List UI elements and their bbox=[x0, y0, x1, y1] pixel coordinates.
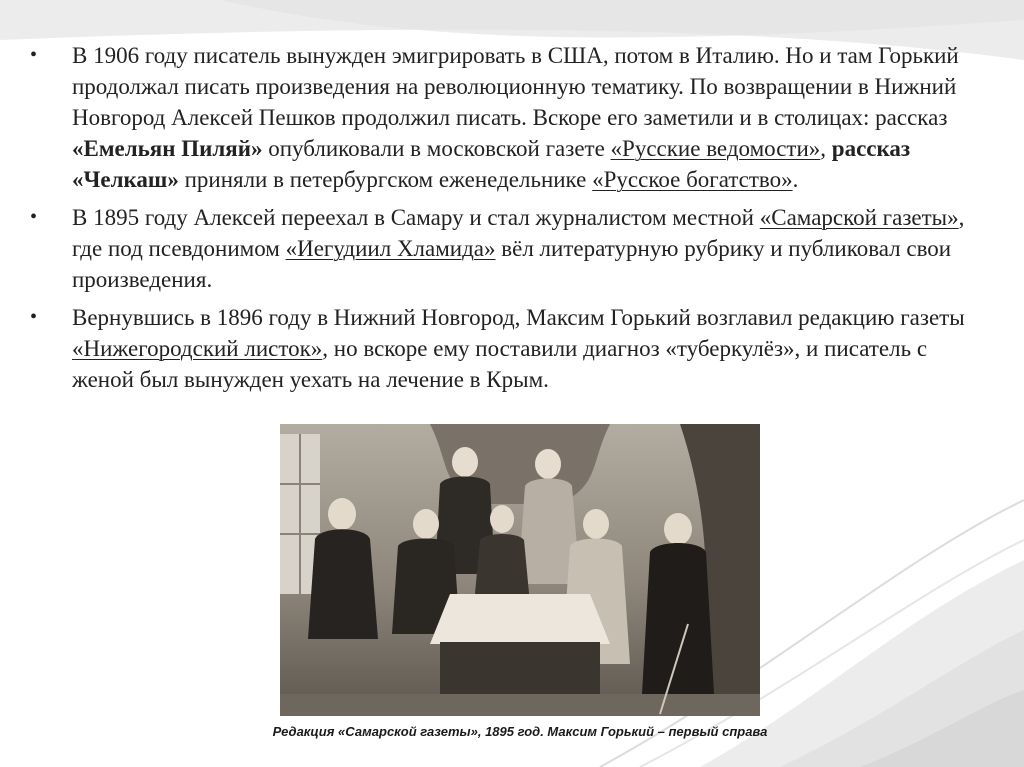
hyperlink[interactable]: «Русское богатство» bbox=[592, 167, 793, 192]
bold-text: «Емельян Пиляй» bbox=[72, 136, 263, 161]
body-text: . bbox=[792, 167, 799, 192]
bullet-marker: • bbox=[30, 306, 38, 328]
bullet-item bbox=[30, 202, 990, 295]
hyperlink[interactable]: «Нижегородский листок» bbox=[72, 336, 323, 361]
bullet-item bbox=[30, 40, 990, 195]
body-text: В 1906 году писатель вынужден эмигрировать в США, потом в Италию. Но и там Горький продолжал писать произведения на революционную тематику. По возвращении в Нижний Новгород Алексей Пешков продолжил писать. Вскоре его заметили и в столицах: рассказ bbox=[72, 43, 959, 130]
hyperlink[interactable]: «Иегудиил Хламида» bbox=[285, 236, 496, 261]
body-text: В 1895 году Алексей переехал в Самару и стал журналистом местной bbox=[72, 205, 760, 230]
bold-text: рассказ «Челкаш» bbox=[72, 136, 911, 192]
body-text: вёл литературную рубрику и публиковал свои произведения. bbox=[72, 236, 952, 292]
bullet-marker: • bbox=[30, 44, 38, 66]
group-photo bbox=[280, 424, 760, 716]
body-text: , где под псевдонимом bbox=[72, 205, 965, 261]
photo-caption: Редакция «Самарской газеты», 1895 год. Максим Горький – первый справа bbox=[272, 724, 768, 739]
bullet-marker: • bbox=[30, 206, 38, 228]
hyperlink[interactable]: «Самарской газеты» bbox=[759, 205, 959, 230]
bullet-list bbox=[30, 40, 990, 402]
body-text: Вернувшись в 1896 году в Нижний Новгород, Максим Горький возглавил редакцию газеты bbox=[72, 305, 965, 330]
hyperlink[interactable]: «Русские ведомости» bbox=[610, 136, 821, 161]
body-text: , bbox=[820, 136, 832, 161]
body-text: , но вскоре ему поставили диагноз «туберкулёз», и писатель с женой был вынужден уехать на лечение в Крым. bbox=[72, 336, 928, 392]
body-text: приняли в петербургском еженедельнике bbox=[178, 167, 593, 192]
body-text: опубликовали в московской газете bbox=[262, 136, 611, 161]
bullet-item bbox=[30, 302, 990, 395]
